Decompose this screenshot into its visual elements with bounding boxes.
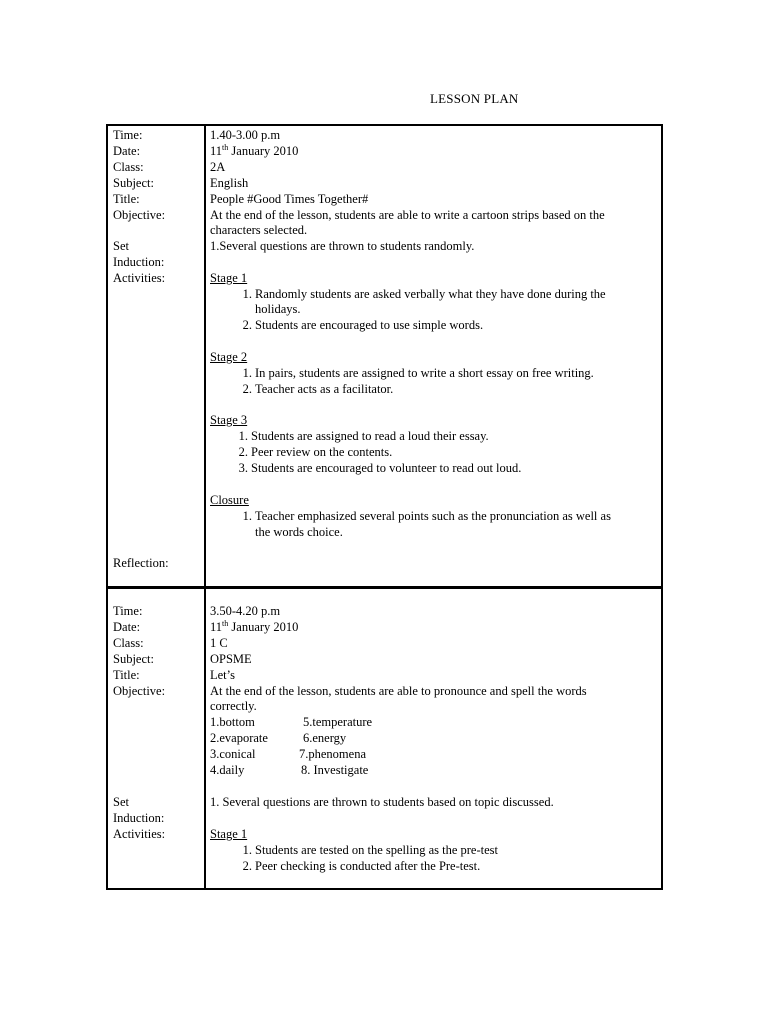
lesson-plan-table-2 <box>106 587 663 890</box>
date-suffix: th <box>222 143 229 152</box>
label-subject: Subject: <box>113 176 154 190</box>
date-rest: January 2010 <box>228 144 299 158</box>
list-item: Randomly students are asked verbally what they have done during the <box>255 287 606 301</box>
list-number: 1. <box>242 843 252 857</box>
label-objective: Objective: <box>113 684 166 698</box>
document-title: LESSON PLAN <box>430 91 519 106</box>
value-time: 3.50-4.20 p.m <box>210 604 281 618</box>
label-objective: Objective: <box>113 208 166 222</box>
word-list-item: 2.evaporate <box>210 731 268 745</box>
list-item-continued: holidays. <box>255 302 301 316</box>
list-item: Peer review on the contents. <box>251 445 393 459</box>
list-number: 2. <box>242 382 252 396</box>
list-item: Students are encouraged to volunteer to read out loud. <box>251 461 522 475</box>
label-set: Set <box>113 795 129 809</box>
label-class: Class: <box>113 160 144 174</box>
word-list-item: 3.conical <box>210 747 256 761</box>
column-divider <box>204 589 206 888</box>
list-item: Peer checking is conducted after the Pre-test. <box>255 859 481 873</box>
label-time: Time: <box>113 128 143 142</box>
label-title: Title: <box>113 192 140 206</box>
label-activities: Activities: <box>113 271 166 285</box>
list-number: 2. <box>238 445 248 459</box>
value-date <box>210 619 298 635</box>
label-title: Title: <box>113 668 140 682</box>
list-number: 2. <box>242 859 252 873</box>
value-subject: English <box>210 176 249 190</box>
label-date: Date: <box>113 144 141 158</box>
value-objective-line2: characters selected. <box>210 223 308 237</box>
list-number: 1. <box>242 287 252 301</box>
list-number: 2. <box>242 318 252 332</box>
value-induction: 1.Several questions are thrown to students randomly. <box>210 239 475 253</box>
date-day: 11 <box>210 620 223 634</box>
value-title: People #Good Times Together# <box>210 192 369 206</box>
word-list-item: 5.temperature <box>303 715 373 729</box>
date-day: 11 <box>210 144 223 158</box>
value-time: 1.40-3.00 p.m <box>210 128 281 142</box>
list-item: Students are encouraged to use simple words. <box>255 318 484 332</box>
list-item: Students are tested on the spelling as the pre-test <box>255 843 498 857</box>
value-class: 1 C <box>210 636 228 650</box>
label-date: Date: <box>113 620 141 634</box>
word-list-item: 7.phenomena <box>299 747 366 761</box>
value-objective-line2: correctly. <box>210 699 257 713</box>
label-induction: Induction: <box>113 255 165 269</box>
value-date <box>210 143 298 159</box>
date-rest: January 2010 <box>228 620 299 634</box>
list-number: 1. <box>242 366 252 380</box>
word-list-item: 4.daily <box>210 763 245 777</box>
list-item: Students are assigned to read a loud their essay. <box>251 429 489 443</box>
list-number: 3. <box>238 461 248 475</box>
word-list-item: 8. Investigate <box>301 763 369 777</box>
value-objective-line1: At the end of the lesson, students are able to write a cartoon strips based on the <box>210 208 605 222</box>
word-list-item: 6.energy <box>303 731 347 745</box>
label-class: Class: <box>113 636 144 650</box>
label-induction: Induction: <box>113 811 165 825</box>
value-induction: 1. Several questions are thrown to students based on topic discussed. <box>210 795 554 809</box>
stage-2-heading: Stage 2 <box>210 350 248 364</box>
label-reflection: Reflection: <box>113 556 169 570</box>
lesson-plan-table-1 <box>106 124 663 588</box>
label-set: Set <box>113 239 129 253</box>
label-subject: Subject: <box>113 652 154 666</box>
stage-3-heading: Stage 3 <box>210 413 248 427</box>
stage-1-heading: Stage 1 <box>210 827 248 841</box>
closure-heading: Closure <box>210 493 249 507</box>
date-suffix: th <box>222 619 229 628</box>
value-objective-line1: At the end of the lesson, students are able to pronounce and spell the words <box>210 684 587 698</box>
value-class: 2A <box>210 160 226 174</box>
list-item: Teacher acts as a facilitator. <box>255 382 394 396</box>
label-time: Time: <box>113 604 143 618</box>
list-number: 1. <box>242 509 252 523</box>
word-list-item: 1.bottom <box>210 715 255 729</box>
value-title: Let’s <box>210 668 235 682</box>
list-item-continued: the words choice. <box>255 525 343 539</box>
stage-1-heading: Stage 1 <box>210 271 248 285</box>
list-item: In pairs, students are assigned to write a short essay on free writing. <box>255 366 594 380</box>
label-activities: Activities: <box>113 827 166 841</box>
list-number: 1. <box>238 429 248 443</box>
value-subject: OPSME <box>210 652 252 666</box>
column-divider <box>204 126 206 586</box>
list-item: Teacher emphasized several points such as the pronunciation as well as <box>255 509 611 523</box>
